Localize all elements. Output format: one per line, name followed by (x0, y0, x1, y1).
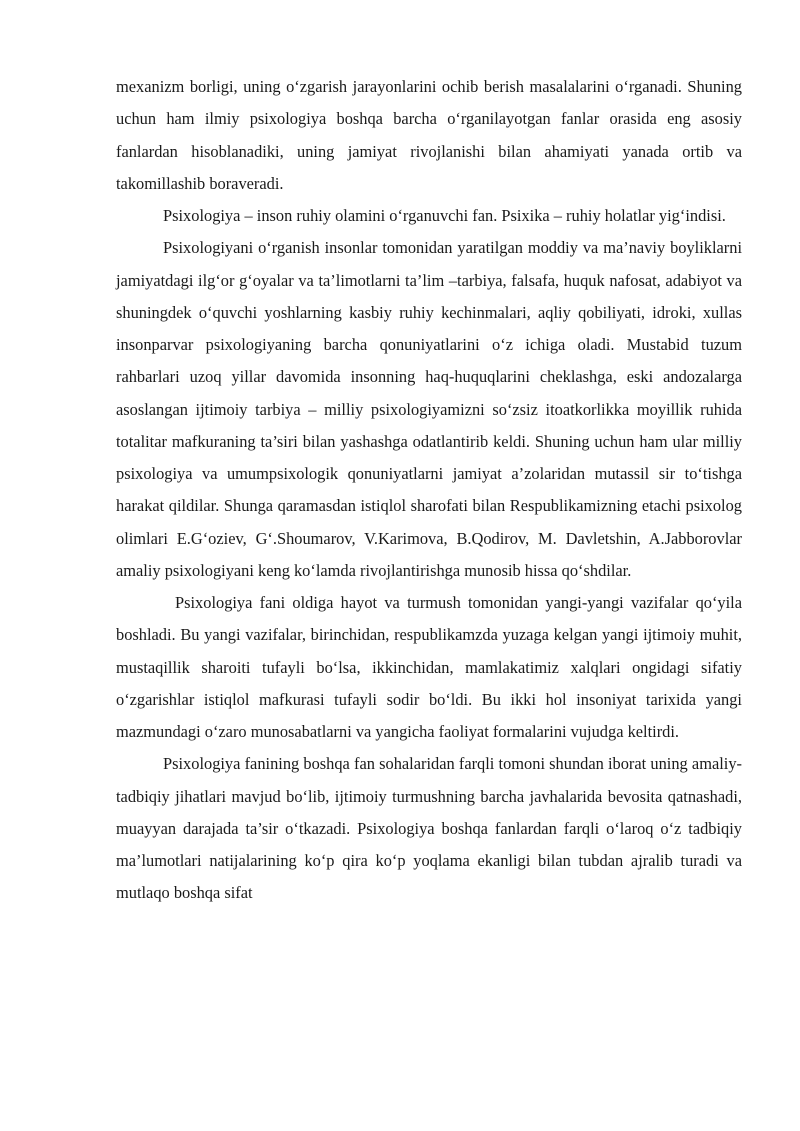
paragraph-new-tasks: Psixologiya fani oldiga hayot va turmush tomonidan yangi-yangi vazifalar qo‘yila boshladi. Bu yangi vazifalar, birinchidan, respublikamzda yuzaga kelgan yangi ijtimoiy muhit, mustaqillik sharoiti tufayli bo‘lsa, ikkinchidan, mamlakatimiz xalqlari ongidagi sifatiy o‘zgarishlar istiqlol mafkurasi tufayli sodir bo‘ldi. Bu ikki hol insoniyat tarixida yangi mazmundagi o‘zaro munosabatlarni va yangicha faoliyat formalarini vujudga keltirdi. (116, 593, 742, 741)
paragraph-continuation: mexanizm borligi, uning o‘zgarish jarayonlarini ochib berish masalalarini o‘rganadi. Shuning uchun ham ilmiy psixologiya boshqa barcha o‘rganilayotgan fanlar orasida eng asosiy fanlardan hisoblanadiki, uning jamiyat rivojlanishi bilan ahamiyati yanada ortib va takomillashib boraveradi. (116, 77, 742, 193)
paragraph-difference: Psixologiya fanining boshqa fan sohalaridan farqli tomoni shundan iborat uning amaliy-tadbiqiy jihatlari mavjud bo‘lib, ijtimoiy turmushning barcha javhalarida bevosita qatnashadi, muayyan darajada ta’sir o‘tkazadi. Psixologiya boshqa fanlardan farqli o‘laroq o‘z tadbiqiy ma’lumotlari natijalarining ko‘p qira ko‘p yoqlama ekanligi bilan tubdan ajralib turadi va mutlaqo boshqa sifat (116, 754, 742, 903)
document-page (116, 71, 742, 910)
paragraph-study: Psixologiyani o‘rganish insonlar tomonidan yaratilgan moddiy va ma’naviy boyliklarni jamiyatdagi ilg‘or g‘oyalar va ta’limotlarni ta’lim –tarbiya, falsafa, huquk nafosat, adabiyot va shuningdek o‘quvchi yoshlarning kasbiy ruhiy kechinmalari, aqliy qobiliyati, idroki, xullas insonparvar psixologiyaning barcha qonuniyatlarini o‘z ichiga oladi. Mustabid tuzum rahbarlari uzoq yillar davomida insonning haq-huquqlarini cheklashga, eski andozalarga asoslangan ijtimoiy tarbiya – milliy psixologiyamizni so‘zsiz itoatkorlikka moyillik ruhida totalitar mafkuraning ta’siri bilan yashashga odatlantirib keldi. Shuning uchun ham ular milliy psixologiya va umumpsixologik qonuniyatlarni jamiyat a’zolaridan mutassil sir to‘tishga harakat qildilar. Shunga qaramasdan istiqlol sharofati bilan Respublikamizning etachi psixolog olimlari E.G‘oziev, G‘.Shoumarov, V.Karimova, B.Qodirov, M. Davletshin, A.Jabborovlar amaliy psixologiyani keng ko‘lamda rivojlantirishga munosib hissa qo‘shdilar. (116, 238, 742, 580)
paragraph-definition: Psixologiya – inson ruhiy olamini o‘rganuvchi fan. Psixika – ruhiy holatlar yig‘indisi. (163, 206, 726, 225)
